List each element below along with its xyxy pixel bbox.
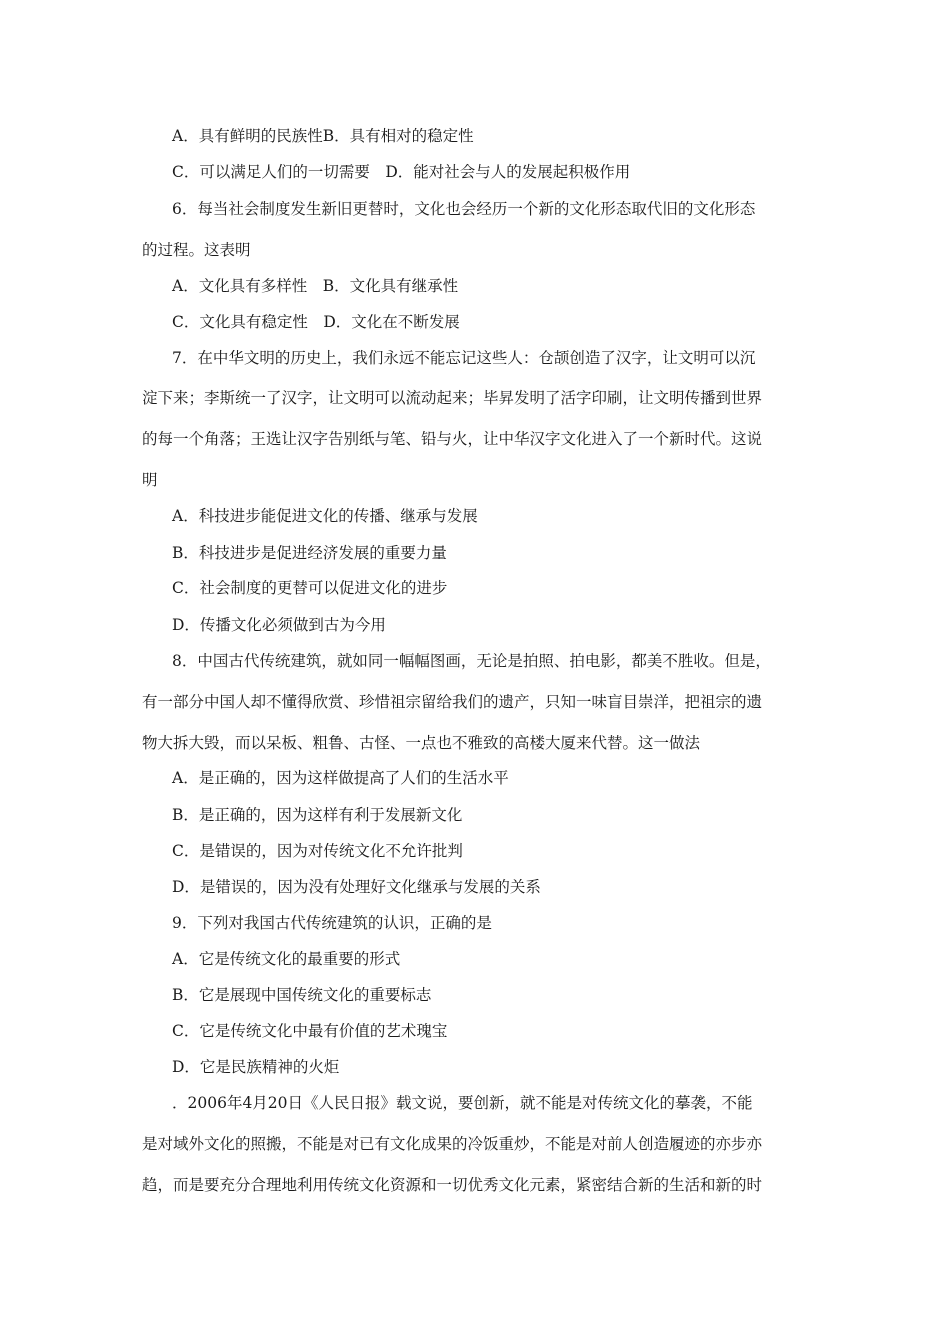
- q7-stem-line3: 的每一个角落；王选让汉字告别纸与笔、铅与火，让中华汉字文化进入了一个新时代。这说: [142, 430, 763, 448]
- q10-stem-line2: 是对域外文化的照搬，不能是对已有文化成果的冷饭重炒，不能是对前人创造履迹的亦步亦: [142, 1135, 763, 1153]
- q8-option-a: A．是正确的，因为这样做提高了人们的生活水平: [172, 769, 509, 787]
- q8-option-b: B．是正确的，因为这样有利于发展新文化: [172, 806, 463, 824]
- q9-option-a: A．它是传统文化的最重要的形式: [172, 950, 401, 968]
- q7-stem-line1: 7．在中华文明的历史上，我们永远不能忘记这些人：仓颉创造了汉字，让文明可以沉: [172, 349, 756, 367]
- q8-stem-line2: 有一部分中国人却不懂得欣赏、珍惜祖宗留给我们的遗产，只知一味盲目崇洋，把祖宗的遗: [142, 693, 763, 711]
- q7-option-a: A．科技进步能促进文化的传播、继承与发展: [172, 507, 478, 525]
- q7-option-c: C．社会制度的更替可以促进文化的进步: [172, 579, 448, 597]
- q5-options-ab: A．具有鲜明的民族性B．具有相对的稳定性: [172, 127, 474, 145]
- q8-option-c: C．是错误的，因为对传统文化不允许批判: [172, 842, 463, 860]
- q9-option-b: B．它是展现中国传统文化的重要标志: [172, 986, 432, 1004]
- q8-option-d: D．是错误的，因为没有处理好文化继承与发展的关系: [172, 878, 541, 896]
- q6-stem-line1: 6．每当社会制度发生新旧更替时，文化也会经历一个新的文化形态取代旧的文化形态: [172, 200, 756, 218]
- q7-option-b: B．科技进步是促进经济发展的重要力量: [172, 544, 447, 562]
- q6-options-ab: A．文化具有多样性 B．文化具有继承性: [172, 277, 459, 295]
- q9-stem: 9．下列对我国古代传统建筑的认识，正确的是: [172, 914, 492, 932]
- q10-stem-line3: 趋，而是要充分合理地利用传统文化资源和一切优秀文化元素，紧密结合新的生活和新的时: [142, 1176, 763, 1194]
- q9-option-d: D．它是民族精神的火炬: [172, 1058, 340, 1076]
- q6-stem-line2: 的过程。这表明: [142, 241, 251, 259]
- q10-stem-line1: ．2006年4月20日《人民日报》载文说，要创新，就不能是对传统文化的摹袭，不能: [172, 1094, 753, 1112]
- q8-stem-line3: 物大拆大毁，而以呆板、粗鲁、古怪、一点也不雅致的高楼大厦来代替。这一做法: [142, 734, 701, 752]
- q5-options-cd: C．可以满足人们的一切需要 D．能对社会与人的发展起积极作用: [172, 163, 631, 181]
- q7-option-d: D．传播文化必须做到古为今用: [172, 616, 386, 634]
- q9-option-c: C．它是传统文化中最有价值的艺术瑰宝: [172, 1022, 448, 1040]
- q8-stem-line1: 8．中国古代传统建筑，就如同一幅幅图画，无论是拍照、拍电影，都美不胜收。但是，: [172, 652, 771, 670]
- q6-options-cd: C．文化具有稳定性 D．文化在不断发展: [172, 313, 460, 331]
- q7-stem-line2: 淀下来；李斯统一了汉字，让文明可以流动起来；毕昇发明了活字印刷，让文明传播到世界: [142, 389, 763, 407]
- q7-stem-line4: 明: [142, 471, 158, 489]
